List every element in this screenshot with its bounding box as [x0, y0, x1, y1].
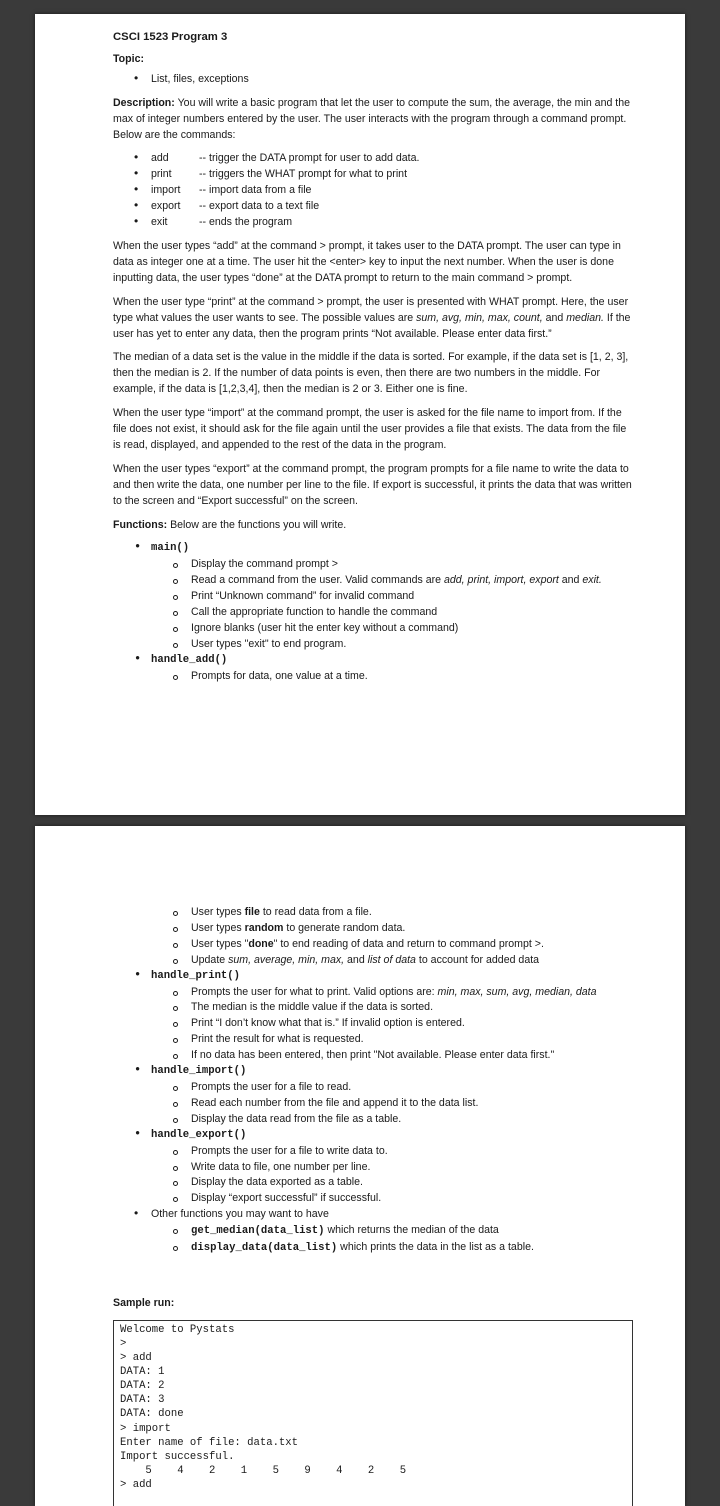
text: User types — [191, 921, 245, 934]
description-label: Description: — [113, 96, 175, 109]
handle-export-item: Write data to file, one number per line. — [113, 1160, 633, 1176]
print-paragraph — [113, 295, 633, 343]
command-desc: -- trigger the DATA prompt for user to add data. — [199, 152, 420, 165]
sample-run-box: Welcome to Pystats > > add DATA: 1 DATA: 2 DATA: 3 DATA: done > import Enter name of file: data.txt Import successful. 5 4 2 1 5 9 4 2 5 > add — [113, 1320, 633, 1506]
command-item-import — [113, 183, 633, 199]
functions-paragraph — [113, 518, 633, 534]
function-get-median: get_median(data_list) — [191, 1225, 325, 1238]
handle-print-item: If no data has been entered, then print "Not available. Please enter data first." — [113, 1048, 633, 1064]
handle-export-item: Prompts the user for a file to write data to. — [113, 1144, 633, 1160]
handle-print-item: The median is the middle value if the data is sorted. — [113, 1000, 633, 1016]
functions-intro: Below are the functions you will write. — [170, 518, 347, 531]
main-read-text: Read a command from the user. Valid commands are — [191, 574, 444, 587]
handle-export-item: Display the data exported as a table. — [113, 1175, 633, 1191]
function-handle-add: • handle_add() — [113, 653, 633, 669]
page-1-content — [113, 30, 633, 685]
keyword-done: done — [248, 937, 274, 950]
print-text-a: When the user type “print” at the command > prompt, the user is presented with WHAT prompt. Here, the user type what values the user wants to see. The possible values are — [113, 295, 629, 324]
command-name: add — [151, 152, 169, 165]
command-item-add — [113, 151, 633, 167]
handle-export-item: Display “export successful” if successful. — [113, 1191, 633, 1207]
text: which prints the data in the list as a table. — [337, 1241, 534, 1254]
text: which returns the median of the data — [324, 1224, 499, 1237]
command-name: import — [151, 184, 181, 197]
main-read-commands: add, print, import, export — [444, 574, 559, 587]
function-handle-export: • handle_export() — [113, 1128, 633, 1144]
description-text: You will write a basic program that let the user to compute the sum, the average, the min and the max of integer numbers entered by the user. The user interacts with the program through a command prompt. Below are the commands: — [113, 96, 631, 141]
handle-add-item: Prompts for data, one value at a time. — [113, 669, 633, 685]
handle-add-item-update — [113, 953, 633, 969]
text: User types — [191, 906, 245, 918]
import-paragraph: When the user type “import” at the command prompt, the user is asked for the file name to import from. If the file does not exist, it should ask for the file again until the user provides a file that exists. The data from the file is read, displayed, and appended to the rest of the data in the program. — [113, 407, 627, 451]
command-desc: -- ends the program — [199, 216, 293, 229]
command-name: export — [151, 200, 181, 213]
print-and: and — [542, 311, 567, 324]
text: User types " — [191, 937, 249, 950]
main-item: Ignore blanks (user hit the enter key without a command) — [113, 621, 633, 637]
text: to account for added data — [415, 953, 540, 966]
command-desc: -- import data from a file — [199, 184, 312, 197]
functions-label: Functions: — [113, 518, 168, 531]
command-item-exit — [113, 215, 633, 231]
print-median: median. — [566, 311, 604, 324]
function-main: • main() — [113, 541, 633, 557]
keyword-random: random — [244, 921, 284, 934]
print-options: min, max, sum, avg, median, data — [437, 985, 597, 998]
description-paragraph — [113, 96, 633, 144]
main-item: Display the command prompt > — [113, 557, 633, 573]
main-item: User types "exit" to end program. — [113, 637, 633, 653]
text: Update — [191, 953, 229, 966]
other-function-item — [113, 1223, 633, 1240]
handle-print-item-options — [113, 985, 633, 1001]
handle-import-item: Prompts the user for a file to read. — [113, 1080, 633, 1096]
text: " to end reading of data and return to command prompt >. — [273, 937, 544, 950]
text: and — [344, 953, 368, 966]
main-read-exit: exit. — [582, 574, 602, 587]
command-list — [113, 151, 633, 231]
function-list-2 — [113, 905, 633, 1257]
topic-item: • List, files, exceptions — [113, 72, 633, 88]
function-display-data: display_data(data_list) — [191, 1242, 338, 1255]
command-name: print — [151, 168, 172, 181]
update-values: sum, average, min, max, — [228, 953, 345, 966]
function-handle-import: • handle_import() — [113, 1064, 633, 1080]
text: to generate random data. — [283, 921, 406, 934]
handle-import-item: Display the data read from the file as a table. — [113, 1112, 633, 1128]
keyword-file: file — [244, 906, 260, 918]
command-item-print — [113, 167, 633, 183]
page-2-content — [113, 905, 633, 1506]
handle-add-item-random — [113, 921, 633, 937]
text: to read data from a file. — [259, 906, 372, 918]
topic-label: Topic: — [113, 52, 144, 65]
handle-print-item: Print the result for what is requested. — [113, 1032, 633, 1048]
document-page-2 — [35, 826, 685, 1506]
text: Prompts the user for what to print. Valid options are: — [191, 985, 438, 998]
main-item: Call the appropriate function to handle the command — [113, 605, 633, 621]
command-item-export — [113, 199, 633, 215]
update-list: list of data — [367, 953, 416, 966]
sample-run-label: Sample run: — [113, 1296, 175, 1309]
main-item-read — [113, 573, 633, 589]
other-function-item — [113, 1240, 633, 1257]
document-page-1 — [35, 14, 685, 815]
export-paragraph: When the user types “export” at the command prompt, the program prompts for a file name to write the data to and then write the data, one number per line to the file. If export is successful, it prints the data that was written to the screen and “Export successful” on the screen. — [113, 462, 632, 507]
document-title: CSCI 1523 Program 3 — [113, 31, 228, 43]
median-paragraph: The median of a data set is the value in the middle if the data is sorted. For example, if the data set is [1, 2, 3], then the median is 2. If the number of data points is even, then there are two numbers in the middle. For example, if the data is [1,2,3,4], then the median is 2 or 3. Either one is fine. — [113, 351, 629, 396]
topic-list — [113, 72, 633, 88]
print-text-b: If the user has yet to enter any data, then the program prints “Not available. Please enter data first.” — [113, 311, 631, 340]
command-name: exit — [151, 216, 168, 229]
handle-print-item: Print “I don’t know what that is.” If invalid option is entered. — [113, 1016, 633, 1032]
handle-import-item: Read each number from the file and append it to the data list. — [113, 1096, 633, 1112]
other-functions-label: • Other functions you may want to have — [113, 1207, 633, 1223]
command-desc: -- export data to a text file — [199, 200, 320, 213]
add-paragraph: When the user types “add” at the command > prompt, it takes user to the DATA prompt. The user can type in data as integer one at a time. The user hit the <enter> key to input the next number. When the user is done inputting data, the user types “done” at the DATA prompt to return to the main command > prompt. — [113, 239, 621, 284]
command-desc: -- triggers the WHAT prompt for what to print — [199, 168, 408, 181]
handle-add-item-done — [113, 937, 633, 953]
print-values: sum, avg, min, max, count, — [416, 311, 543, 324]
handle-add-item-file — [113, 905, 633, 921]
function-handle-print: • handle_print() — [113, 969, 633, 985]
main-read-and: and — [558, 574, 583, 587]
main-item: Print “Unknown command” for invalid command — [113, 589, 633, 605]
function-list-1 — [113, 541, 633, 684]
